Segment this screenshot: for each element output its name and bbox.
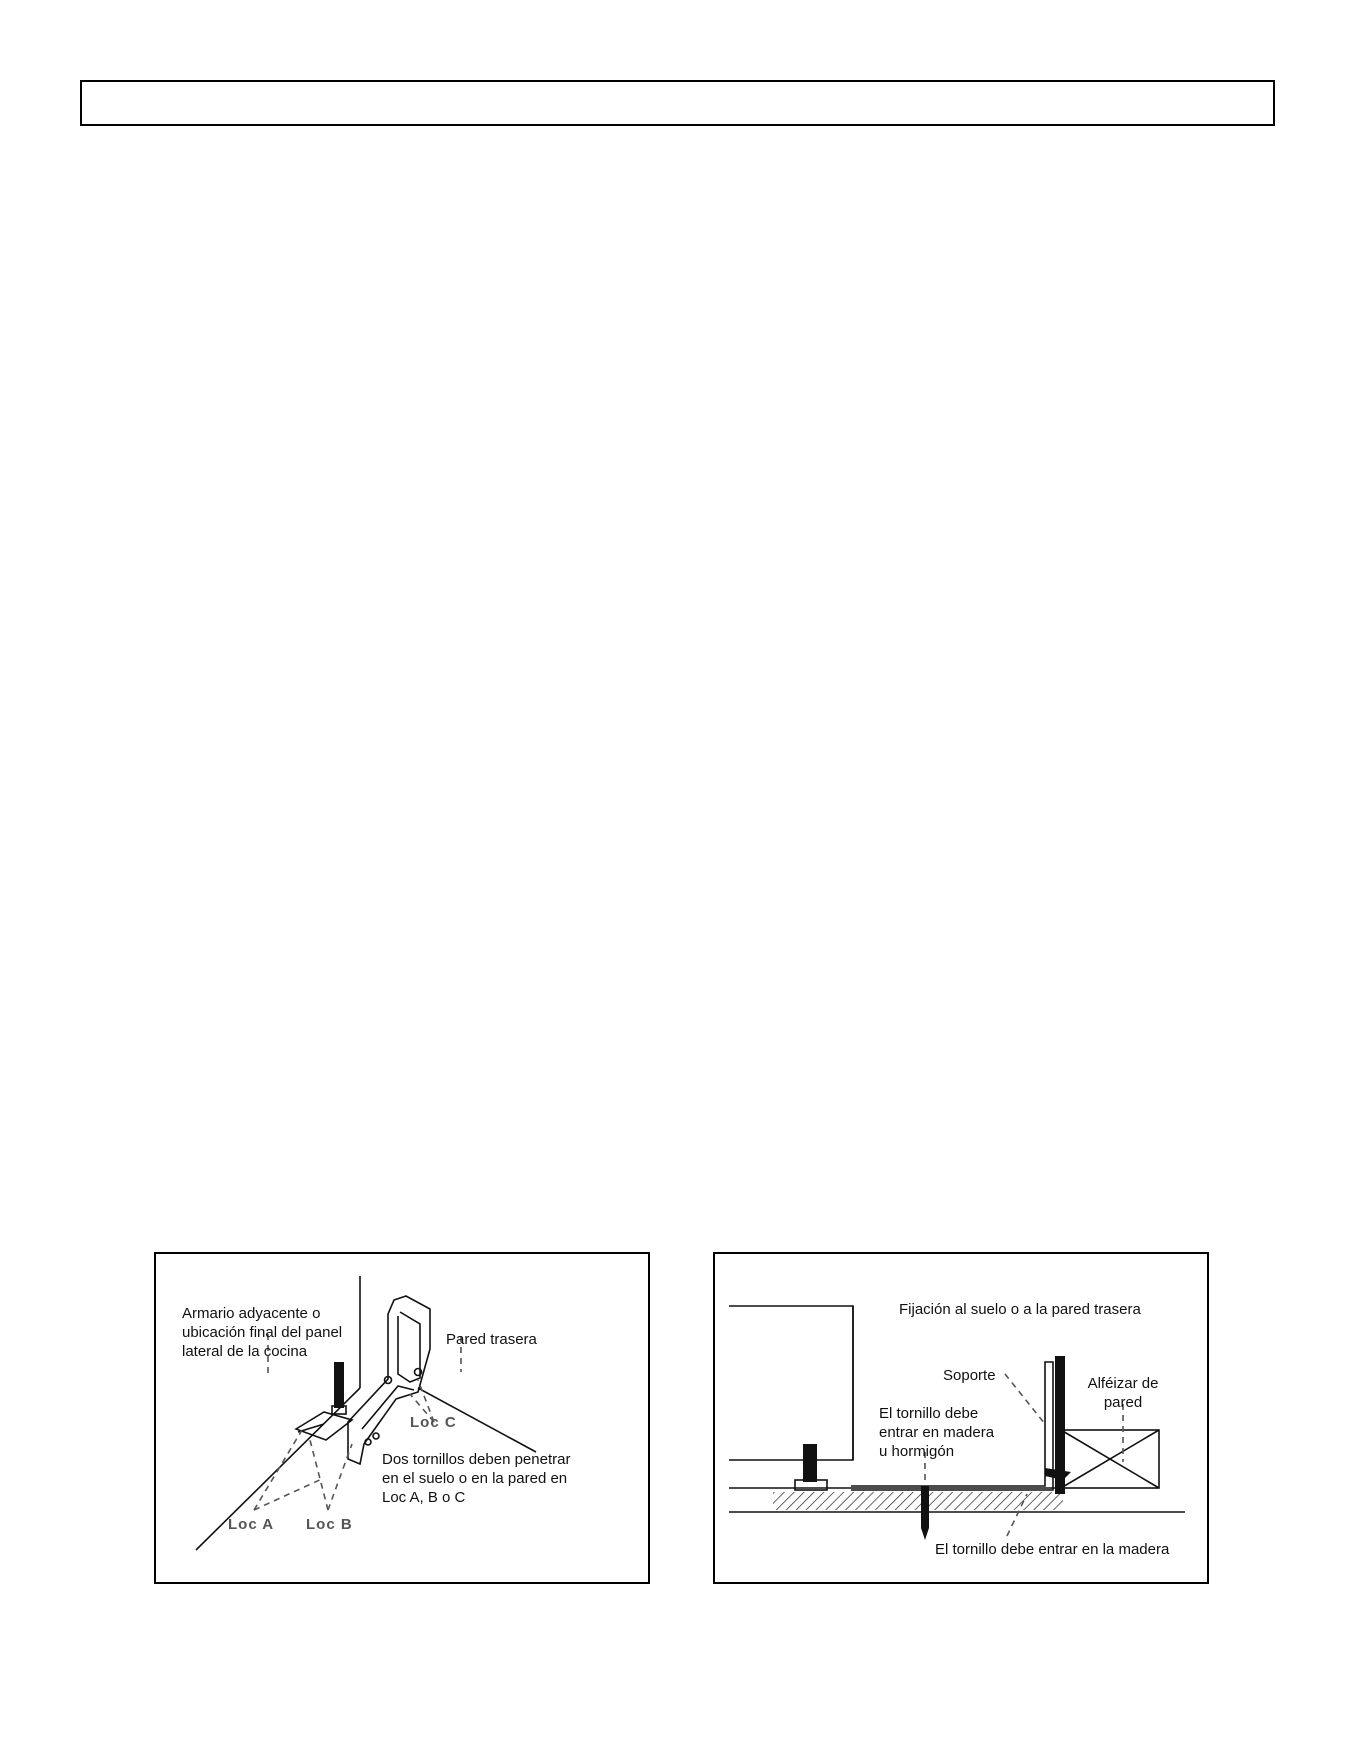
header-box bbox=[80, 80, 1275, 126]
loc-c-label: Loc C bbox=[410, 1414, 457, 1431]
screw-wood-concrete-label: El tornillo debe entrar en madera u hormigón bbox=[879, 1405, 995, 1460]
range-body bbox=[729, 1306, 853, 1460]
bracket-foot-plate bbox=[296, 1412, 352, 1440]
loc-a-label: Loc A bbox=[228, 1516, 275, 1533]
wall-label: Pared trasera bbox=[446, 1331, 537, 1348]
sill-label: Alféizar de pared bbox=[1087, 1375, 1159, 1411]
loc-b-label: Loc B bbox=[306, 1516, 353, 1533]
floor-screw bbox=[921, 1486, 929, 1528]
screw-wood-label: El tornillo debe entrar en la madera bbox=[935, 1541, 1170, 1558]
cabinet-label: Armario adyacente o ubicación final del panel lateral de la cocina bbox=[182, 1305, 343, 1360]
bracket-pointer bbox=[1005, 1374, 1045, 1424]
mounting-title: Fijación al suelo o a la pared trasera bbox=[899, 1301, 1141, 1318]
floor-wall-mounting-figure bbox=[713, 1252, 1209, 1584]
bracket-inner bbox=[398, 1312, 420, 1382]
floor-hatch bbox=[773, 1492, 1063, 1510]
leveling-leg bbox=[803, 1444, 817, 1482]
screws-label: Dos tornillos deben penetrar en el suelo o en la pared en Loc A, B o C bbox=[382, 1451, 571, 1506]
anti-tip-bracket-location-figure bbox=[154, 1252, 650, 1584]
leveling-leg-stud bbox=[334, 1362, 344, 1408]
bracket-label: Soporte bbox=[943, 1367, 996, 1384]
